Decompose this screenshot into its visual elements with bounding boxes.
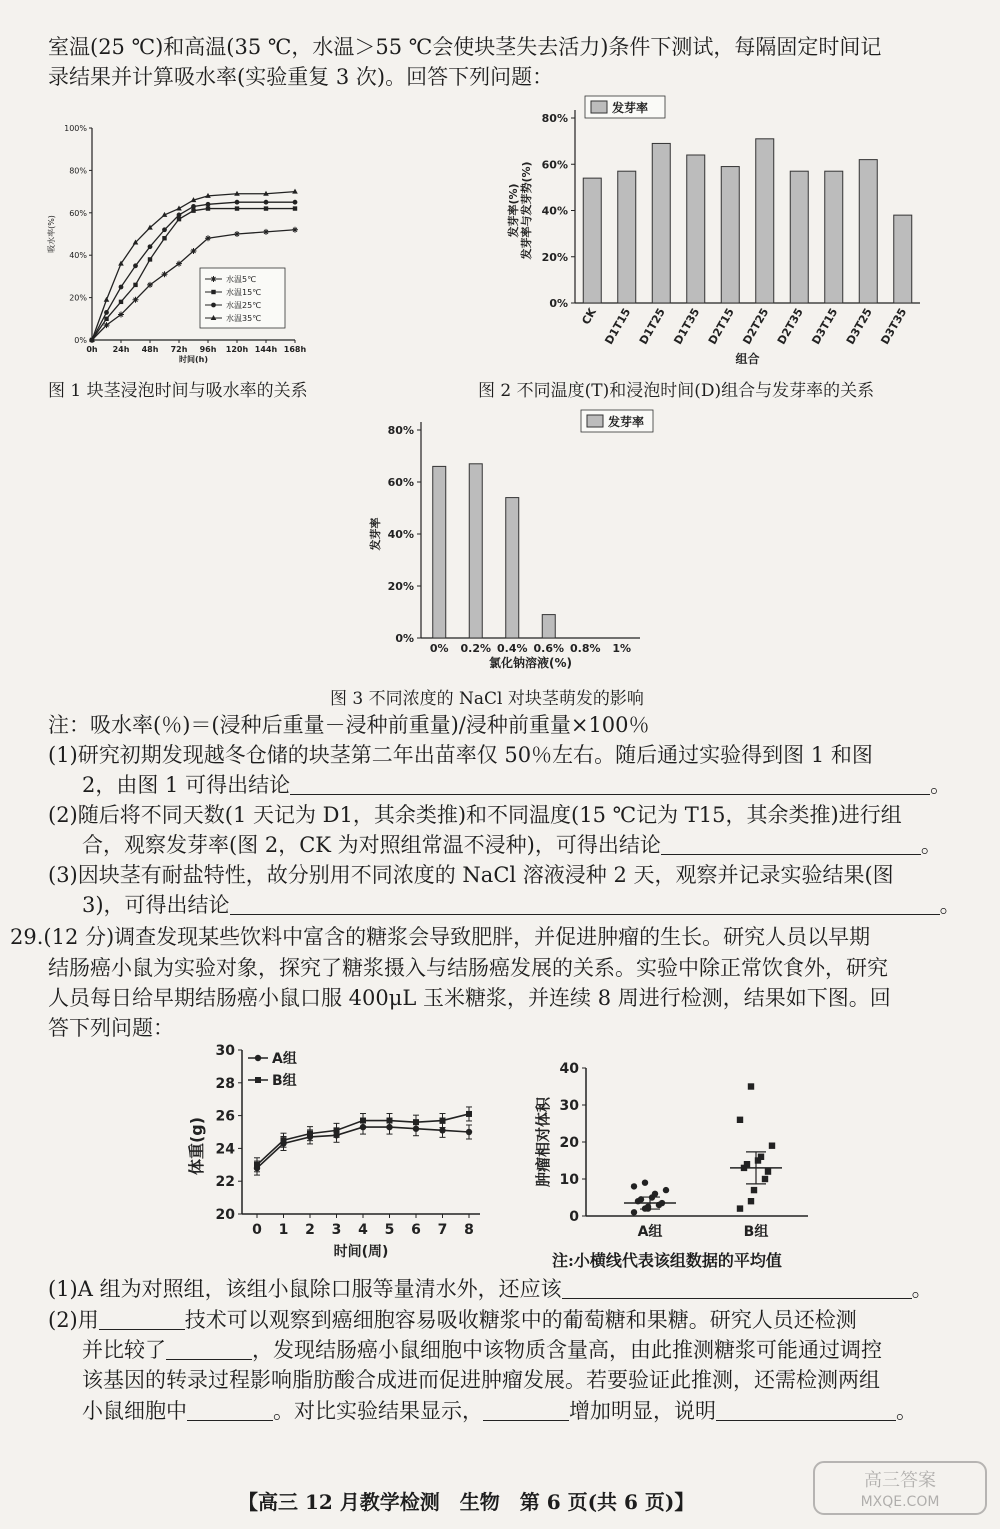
data-point [769,1143,775,1149]
data-point [439,1127,445,1133]
x-axis-label: 氯化钠溶液(%) [489,656,572,670]
data-point [751,1187,757,1193]
x-tick-label: CK [579,306,599,327]
data-point [206,202,211,207]
legend-label: 水温25℃ [226,301,262,310]
y-tick-label: 80% [387,424,414,437]
y-tick-label: 22 [215,1174,235,1191]
y-tick-label: 10 [559,1172,579,1188]
q28-3-line-a: (3)因块茎有耐盐特性，故分别用不同浓度的 NaCl 溶液浸种 2 天，观察并记录实验结果(图 [48,863,894,887]
answer-blank-q29-2e[interactable] [716,1398,896,1421]
y-axis-label: 发芽率(%) [507,183,520,238]
answer-blank-q29-2d[interactable] [483,1398,569,1421]
data-point [744,1161,750,1167]
svg-text:MXQE.COM: MXQE.COM [860,1494,940,1510]
q29-2-text-c: 并比较了 [82,1338,166,1362]
answer-blank-q28-1[interactable] [290,772,930,795]
x-tick-label: 4 [358,1222,368,1238]
data-point [360,1118,366,1124]
data-point [466,1129,472,1135]
water-absorption-note: 注：吸水率(％)＝(浸种后重量－浸种前重量)/浸种前重量×100％ [48,713,650,737]
y-axis-label: 发芽率与发芽势(%) [520,161,533,260]
fig4-weight-line-chart [180,1040,490,1270]
data-point [758,1154,764,1160]
data-point [293,206,297,210]
y-tick-label: 0% [549,297,568,310]
x-tick-label: 8 [464,1222,474,1238]
legend-label: B组 [272,1073,297,1089]
data-point [334,1127,340,1133]
data-point [387,1118,393,1124]
x-tick-label: 0.6% [533,642,565,655]
period: 。 [920,833,942,857]
data-point [631,1209,637,1215]
data-point [737,1205,743,1211]
y-axis-label: 肿瘤相对体积 [534,1096,552,1188]
x-tick-label: 1 [278,1222,289,1238]
q29-2-text-a: (2)用 [48,1308,99,1332]
q29-2-text-d: ，发现结肠癌小鼠细胞中该物质含量高，由此推测糖浆可能通过调控 [252,1338,882,1362]
data-point [663,1187,669,1193]
y-tick-label: 80% [541,112,568,125]
data-point [737,1117,743,1123]
y-tick-label: 20% [69,293,87,303]
answer-blank-q29-2c[interactable] [187,1398,273,1421]
data-point [206,206,210,210]
data-point [264,206,268,210]
q29-line-1: 29.(12 分)调查发现某些饮料中富含的糖浆会导致肥胖，并促进肿瘤的生长。研究人员以早期 [10,925,871,949]
y-tick-label: 80% [69,166,87,176]
legend-marker [255,1077,261,1083]
y-tick-label: 40% [387,528,414,541]
period: 。 [896,1399,917,1423]
data-point [440,1118,446,1124]
answer-blank-q29-1[interactable] [562,1276,912,1299]
y-tick-label: 40% [541,204,568,218]
data-point [264,200,269,205]
q28-1-text: 2，由图 1 可得出结论 [82,773,291,797]
q29-2-text-f: 小鼠细胞中 [82,1399,187,1423]
y-tick-label: 0% [74,336,87,345]
x-tick-label: D1T25 [636,306,668,347]
watermark-logo [810,1456,990,1520]
legend-swatch [591,101,607,113]
intro-line-2: 录结果并计算吸水率(实验重复 3 次)。回答下列问题： [48,65,554,89]
fig1-caption: 图 1 块茎浸泡时间与吸水率的关系 [48,381,308,401]
legend-swatch [587,415,603,427]
answer-blank-q29-2a[interactable] [99,1307,185,1330]
y-tick-label: 40% [69,251,87,261]
data-point [177,217,181,221]
data-point [235,206,239,210]
x-tick-label: 0% [429,642,449,655]
x-axis-label: 组合 [735,352,760,366]
fig5-note: 注:小横线代表该组数据的平均值 [552,1251,782,1270]
q29-1-line [48,1274,970,1304]
y-tick-label: 60% [387,476,414,489]
data-point [162,227,167,232]
bar-0.2% [469,464,482,638]
fig3-bar-chart [355,402,665,672]
x-tick-label: 5 [384,1222,395,1238]
q29-1-text: (1)A 组为对照组，该组小鼠除口服等量清水外，还应该 [48,1277,562,1301]
data-point [466,1111,472,1117]
q29-2-line-b [82,1335,970,1365]
data-point [104,297,110,302]
x-tick-label: D1T35 [671,306,703,347]
y-axis-label: 体重(g) [187,1116,206,1176]
data-point [765,1168,771,1174]
bar-D2T15 [721,167,739,303]
x-tick-label: 0 [252,1222,262,1238]
q29-2-text-b: 技术可以观察到癌细胞容易吸收糖浆中的葡萄糖和果糖。研究人员还检测 [184,1308,857,1332]
q28-3-text: 3)，可得出结论 [82,893,230,917]
x-tick-label: D2T35 [774,306,806,347]
data-point [292,227,298,233]
q29-line-4: 答下列问题： [48,1016,174,1040]
y-tick-label: 60% [69,208,87,218]
q29-2-line-a [48,1305,970,1335]
data-point [104,310,109,315]
data-point [148,244,153,249]
x-tick-label: 6 [411,1222,421,1238]
data-point [133,283,137,287]
q29-2-line-c: 该基因的转录过程影响脂肪酸合成进而促进肿瘤发展。若要验证此推测，还需检测两组 [82,1368,880,1392]
legend-label: A组 [272,1051,297,1067]
legend-marker [211,303,216,308]
x-tick-label: 3 [331,1222,342,1238]
svg-text:高三答案: 高三答案 [864,1470,936,1491]
data-point [235,200,240,205]
bar-D1T15 [618,171,636,303]
data-point [642,1180,648,1186]
legend-marker [211,290,215,294]
x-tick-label: 24h [112,345,130,354]
data-point [191,204,196,209]
bar-0.4% [506,498,519,638]
q29-2-text-g: 。对比实验结果显示， [273,1399,483,1423]
q28-2-line-b [82,830,970,860]
data-point [177,213,182,218]
bar-D3T35 [894,215,912,303]
y-tick-label: 20% [387,580,414,593]
bar-D3T15 [825,171,843,303]
q29-line-3: 人员每日给早期结肠癌小鼠口服 400μL 玉米糖浆，并连续 8 周进行检测，结果如下图。回 [48,986,891,1010]
x-tick-label: D3T35 [878,306,910,347]
data-point [652,1191,658,1197]
legend-marker [255,1055,261,1061]
data-point [748,1083,754,1089]
x-tick-label: 72h [170,345,188,354]
bar-D1T25 [652,143,670,303]
x-tick-label: B组 [743,1224,769,1240]
x-tick-label: D1T15 [602,306,634,347]
y-tick-label: 30 [559,1098,579,1114]
legend-label: 水温35℃ [226,314,262,323]
bar-CK [583,178,601,303]
intro-line-1: 室温(25 ℃)和高温(35 ℃，水温＞55 ℃会使块茎失去活力)条件下测试，每隔固定时间记 [48,35,882,59]
y-tick-label: 26 [215,1108,235,1125]
legend-label: 发芽率 [608,415,645,429]
period: 。 [939,893,961,917]
data-point [748,1198,754,1204]
legend-label: 发芽率 [612,101,649,115]
y-tick-label: 20 [215,1207,235,1223]
data-point [191,208,195,212]
x-tick-label: 0.2% [460,642,492,655]
y-tick-label: 20 [559,1135,579,1151]
fig2-caption: 图 2 不同温度(T)和浸泡时间(D)组合与发芽率的关系 [478,381,875,401]
bar-D3T25 [859,160,877,303]
x-tick-label: 48h [141,345,159,354]
q28-1-line-a: (1)研究初期发现越冬仓储的块茎第二年出苗率仅 50％左右。随后通过实验得到图 1 和图 [48,743,873,767]
data-point [162,236,166,240]
bar-0.6% [542,615,555,638]
q28-2-line-a: (2)随后将不同天数(1 天记为 D1，其余类推)和不同温度(15 ℃记为 T15，其余类推)进行组 [48,803,902,827]
y-tick-label: 100% [64,124,87,133]
x-axis-label: 时间(h) [178,355,209,364]
y-tick-label: 0 [569,1209,579,1225]
data-point [119,285,124,290]
x-tick-label: D3T25 [843,306,875,347]
fig2-bar-chart [495,88,935,370]
page-footer: 【高三 12 月教学检测 生物 第 6 页(共 6 页)】 [238,1490,695,1514]
x-tick-label: D2T15 [705,306,737,347]
answer-blank-q29-2b[interactable] [166,1337,252,1360]
bar-D2T25 [756,139,774,303]
x-tick-label: 1% [612,642,632,655]
x-tick-label: D2T25 [740,306,772,347]
q29-2-line-d [82,1396,970,1426]
x-tick-label: 144h [254,345,278,354]
data-point [413,1119,419,1125]
data-point [762,1176,768,1182]
fig5-tumor-scatter-chart [528,1050,828,1250]
fig3-caption: 图 3 不同浓度的 NaCl 对块茎萌发的影响 [330,689,644,709]
fig1-line-chart [40,118,310,378]
data-point [631,1183,637,1189]
legend-label: 水温15℃ [226,288,262,297]
y-axis-label: 吸水率(%) [47,215,56,253]
bar-D1T35 [687,155,705,303]
q28-1-line-b [82,770,970,800]
q29-line-2: 结肠癌小鼠为实验对象，探究了糖浆摄入与结肠癌发展的关系。实验中除正常饮食外，研究 [48,956,888,980]
x-tick-label: 0h [86,345,98,354]
x-tick-label: 96h [199,345,217,354]
data-point [104,317,108,321]
data-point [263,229,269,235]
y-tick-label: 40 [559,1061,579,1077]
x-tick-label: 7 [437,1222,448,1238]
q28-3-line-b [82,890,970,920]
period: 。 [911,1277,933,1301]
x-tick-label: 168h [283,345,307,354]
y-tick-label: 30 [215,1043,235,1059]
x-tick-label: 2 [305,1222,315,1238]
data-point [293,200,298,205]
answer-blank-q28-2[interactable] [661,832,921,855]
data-point [234,231,240,237]
x-tick-label: 0.8% [569,642,601,655]
answer-blank-q28-3[interactable] [230,892,940,915]
data-point [281,1137,287,1143]
data-point [133,263,138,268]
x-tick-label: D3T15 [809,306,841,347]
data-point [119,300,123,304]
x-tick-label: 120h [225,345,249,354]
y-tick-label: 28 [215,1075,235,1092]
y-tick-label: 60% [541,158,568,172]
data-point [254,1162,260,1168]
bar-D2T35 [790,171,808,303]
x-tick-label: 0.4% [496,642,528,655]
q29-2-text-h: 增加明显，说明 [569,1399,716,1423]
data-point [307,1131,313,1137]
bar-0% [433,466,446,638]
q28-2-text: 合，观察发芽率(图 2，CK 为对照组常温不浸种)，可得出结论 [82,833,661,857]
x-axis-label: 时间(周) [333,1244,389,1260]
data-point [148,257,152,261]
x-tick-label: A组 [637,1224,663,1240]
legend-label: 水温5℃ [226,275,257,284]
y-tick-label: 20% [541,250,568,264]
period: 。 [930,773,952,797]
y-axis-label: 发芽率 [369,517,382,551]
y-tick-label: 24 [215,1141,235,1158]
y-tick-label: 0% [395,632,414,645]
